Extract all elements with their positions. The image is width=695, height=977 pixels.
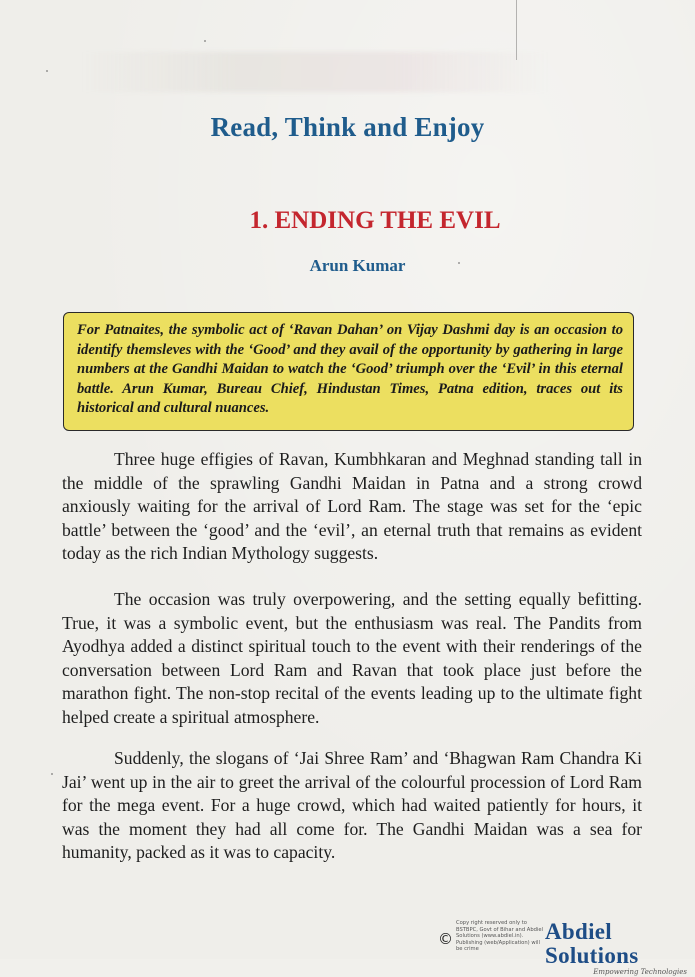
body-paragraph-3: Suddenly, the slogans of ‘Jai Shree Ram’ and ‘Bhagwan Ram Chandra Ki Jai’ went up in the air to greet the arrival of the colourful procession of Lord Ram for the mega event. For a huge crowd, which had waited patiently for hours, it was the moment they had all come for. The Gandhi Maidan was a sea for humanity, packed as it was to capacity. [62,748,642,863]
scan-smudge [80,52,550,92]
author-name: Arun Kumar [309,256,406,275]
scan-speck [458,262,460,264]
publisher-footer [435,918,695,976]
intro-summary-text: For Patnaites, the symbolic act of ‘Ravan Dahan’ on Vijay Dashmi day is an occasion to identify themsleves with the ‘Good’ and they avail of the opportunity by gathering in large numbers at the Gandhi Maidan to watch the ‘Good’ triumph over the ‘Evil’ in this eternal battle. Arun Kumar, Bureau Chief, Hindustan Times, Patna edition, traces out its historical and cultural nuances. [77,322,623,417]
scan-speck [46,70,48,72]
publisher-tagline: Empowering Technologies [593,968,687,976]
publisher-name: Abdiel Solutions [545,919,639,968]
body-paragraph-1: Three huge effigies of Ravan, Kumbhkaran and Meghnad standing tall in the middle of the sprawling Gandhi Maidan in Patna and a strong crowd anxiously waiting for the arrival of Lord Ram. The stage was set for the ‘epic battle’ between the ‘good’ and the ‘evil’, an eternal truth that remains as evident today as the rich Indian Mythology suggests. [62,449,642,564]
chapter-title: 1. ENDING THE EVIL [249,207,501,234]
body-paragraph-2: The occasion was truly overpowering, and the setting equally befitting. True, it was a symbolic event, but the enthusiasm was real. The Pandits from Ayodhya added a distinct spiritual touch to the event with their renderings of the conversation between Lord Ram and Ravan that took place just before the marathon fight. The non-stop recital of the events leading up to the ultimate fight helped create a spiritual atmosphere. [62,589,642,727]
publisher-logo [545,920,695,977]
scan-speck [51,773,53,775]
page-fold-mark [516,0,517,60]
scan-speck [204,40,206,42]
copyright-icon: © [438,930,453,948]
intro-summary-box [63,312,634,431]
book-title: Read, Think and Enjoy [210,112,485,142]
copyright-note: Copy right reserved only to BSTBPC, Govt of Bihar and Abdiel Solutions (www.abdiel.in). Publishing (web/Application) will be crime [456,920,543,953]
